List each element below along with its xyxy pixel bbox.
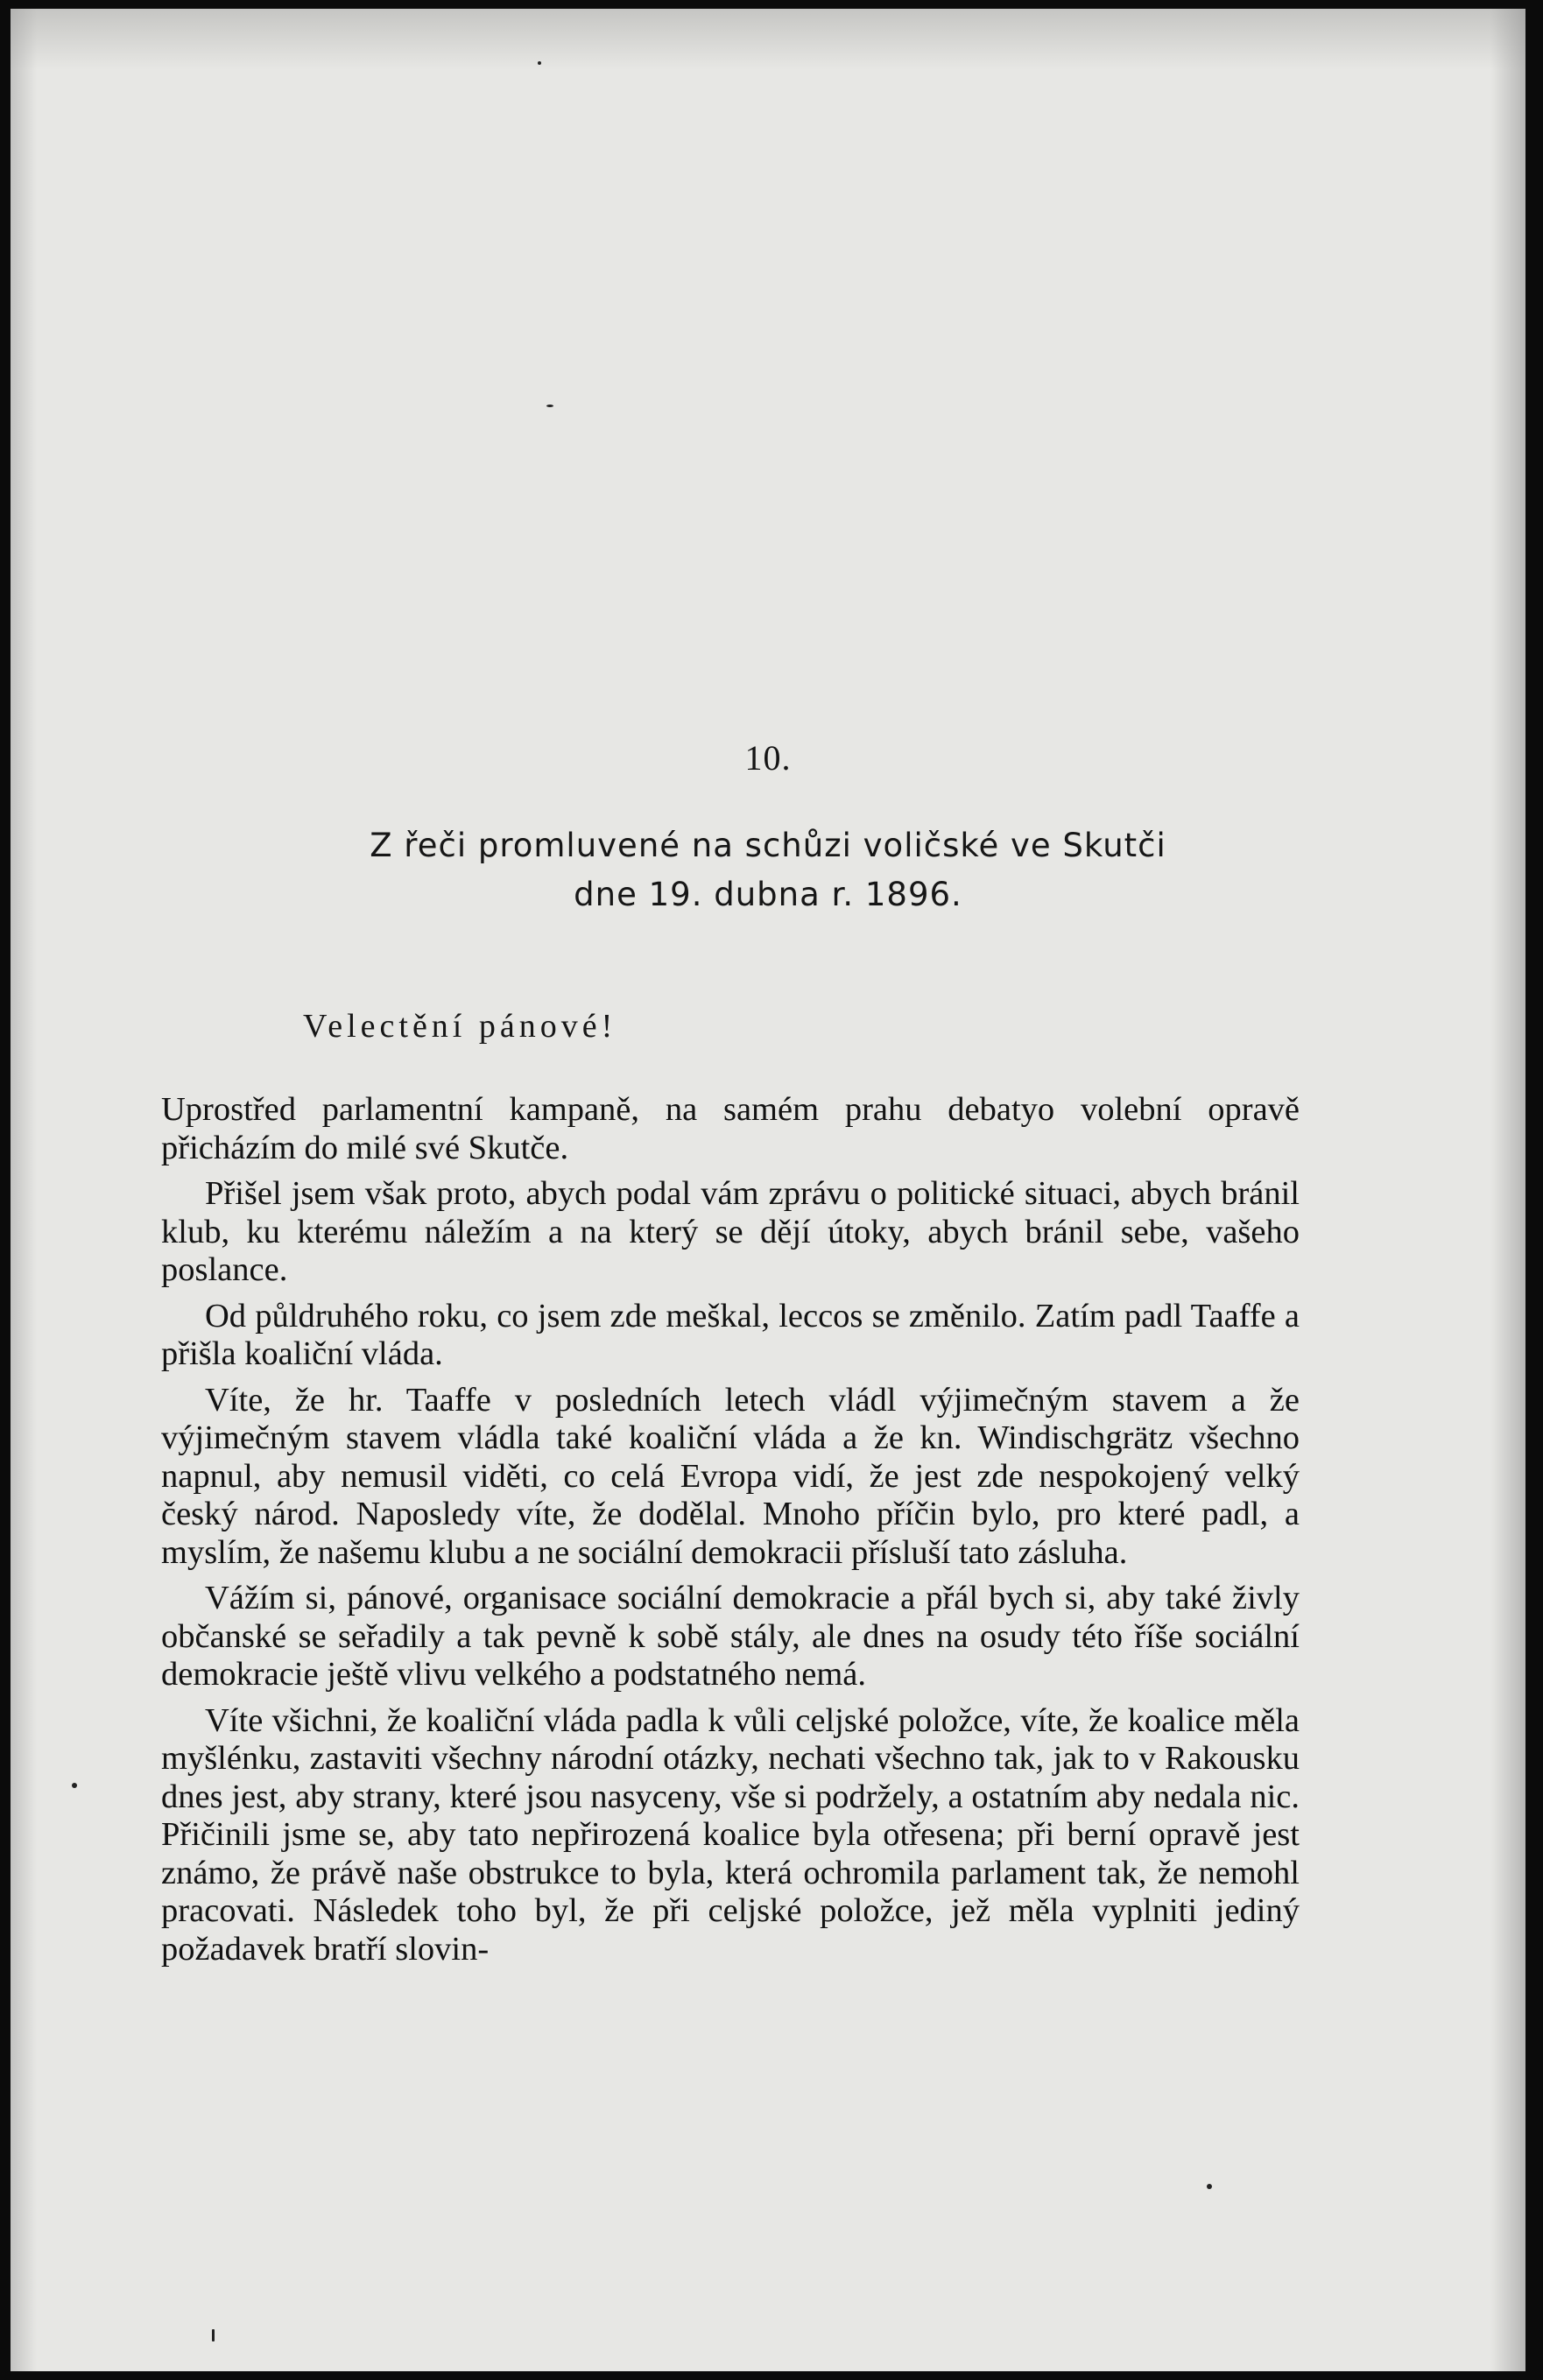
scan-speck <box>212 2329 215 2341</box>
speech-heading-line-1: Z řeči promluvené na schůzi voličské ve Skutči <box>370 827 1166 864</box>
page-edge-shadow-left <box>11 9 37 2371</box>
scan-speck <box>1207 2184 1212 2189</box>
scan-speck <box>72 1783 77 1788</box>
scan-speck <box>546 405 553 407</box>
paragraph-1: Uprostřed parlamentní kampaně, na samém prahu debatyo volební opravě přicházím do milé své Skutče. <box>161 1091 1300 1166</box>
chapter-number: 10. <box>744 738 792 778</box>
page-edge-shadow-top <box>11 9 1525 70</box>
speech-heading <box>11 821 1525 919</box>
scan-speck <box>538 61 541 65</box>
page-edge-shadow-right <box>1490 9 1525 2371</box>
paragraph-3: Od půldruhého roku, co jsem zde meškal, leccos se změnilo. Zatím padl Taaffe a přišla koaliční vláda. <box>161 1297 1300 1372</box>
salutation: Velectění pánové! <box>303 1008 617 1045</box>
speech-heading-line-2: dne 19. dubna r. 1896. <box>574 876 962 913</box>
speech-body <box>161 1091 1300 1976</box>
paragraph-2: Přišel jsem však proto, abych podal vám zprávu o politické situaci, abych bránil klub, ku kterému náležím a na který se dějí útoky, abych bránil sebe, vašeho poslance. <box>161 1175 1300 1288</box>
paragraph-4: Víte, že hr. Taaffe v posledních letech vládl výjimečným stavem a že výjimečným stavem vládla také koaliční vláda a že kn. Windischgrätz všechno napnul, aby nemusil viděti, co celá Evropa vidí, že jest zde nespokojený velký český národ. Naposledy víte, že dodělal. Mnoho příčin bylo, pro které padl, a myslím, že našemu klubu a ne sociální demokracii přísluší tato zásluha. <box>161 1381 1300 1571</box>
paragraph-6: Víte všichni, že koaliční vláda padla k vůli celjské položce, víte, že koalice měla myšlénku, zastaviti všechny národní otázky, nechati všechno tak, jak to v Rakousku dnes jest, aby strany, které jsou nasyceny, vše si podržely, a ostatním aby nedala nic. Přičinili jsme se, aby tato nepřirozená koalice byla otřesena; při berní opravě jest známo, že právě naše obstrukce to byla, která ochromila parlament tak, že nemohl pracovati. Následek toho byl, že při celjské položce, jež měla vyplniti jediný požadavek bratří slovin- <box>161 1701 1300 1968</box>
paragraph-5: Vážím si, pánové, organisace sociální demokracie a přál bych si, aby také živly občanské se seřadily a tak pevně k sobě stály, ale dnes na osudy této říše sociální demokracie ještě vlivu velkého a podstatného nemá. <box>161 1580 1300 1693</box>
scanned-page <box>11 9 1525 2371</box>
